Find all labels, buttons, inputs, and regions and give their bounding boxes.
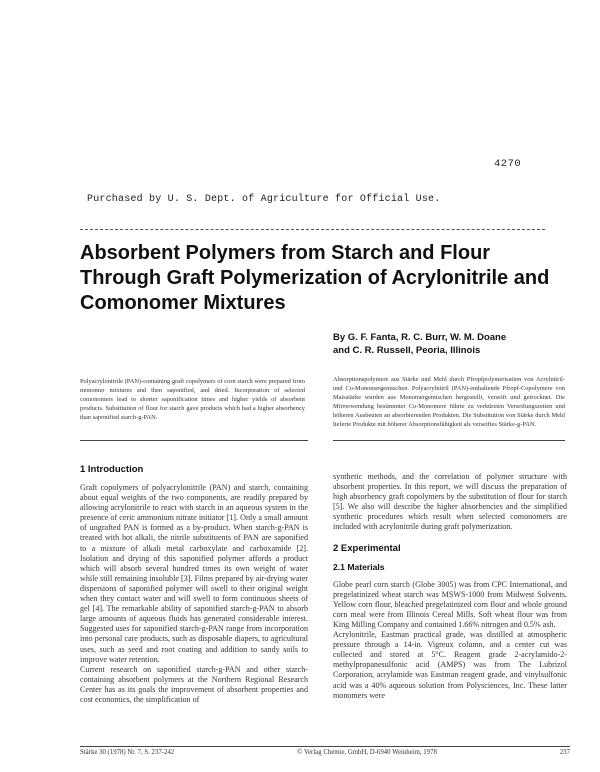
page-number: 237 bbox=[559, 749, 570, 756]
publisher-line: © Verlag Chemie, GmbH, D-6940 Weinheim, 1978 bbox=[297, 749, 437, 756]
column-rule-left bbox=[80, 440, 308, 441]
left-column bbox=[80, 464, 308, 705]
purchase-note: Purchased by U. S. Dept. of Agriculture for Official Use. bbox=[87, 194, 441, 205]
section-heading-experimental: 2 Experimental bbox=[333, 542, 401, 554]
article-title: Absorbent Polymers from Starch and Flour Through Graft Polymerization of Acrylonitrile and Comonomer Mixtures bbox=[80, 242, 550, 314]
dashed-rule bbox=[80, 229, 545, 230]
paragraph: synthetic methods, and the correlation of polymer structure with absorbent properties. In this report, we will discuss the preparation of high absorbency graft copolymers by the substitution of flour for starch [5]. We also will describe the higher absorbencies and the simplified synthetic procedures which result when selected comonomers are included with acrylonitrile during graft polymerization. bbox=[333, 472, 567, 532]
authors-line-2: and C. R. Russell, Peoria, Illinois bbox=[333, 345, 481, 356]
authors bbox=[333, 331, 568, 357]
paragraph: Current research on saponified starch-g-PAN and other starch-containing absorbent polymers at the Northern Regional Research Center has as its goals the improvement of absorbent properties and cost economics, the simplification of bbox=[80, 664, 308, 704]
authors-line-1: By G. F. Fanta, R. C. Burr, W. M. Doane bbox=[333, 332, 507, 343]
page-footer bbox=[80, 746, 570, 756]
abstract-english: Polyacrylonitrile (PAN)-containing graft copolymers of corn starch were prepared from monomer mixtures and then saponified, and dried. Incorporation of selected comonomers lead to shorter saponification times and higher yields of absorbent products. Substitution of flour for starch gave products which had a higher absorbency than saponified starch-g-PAN. bbox=[80, 378, 305, 421]
document-id: 4270 bbox=[494, 158, 522, 170]
subsection-heading-materials: 2.1 Materials bbox=[333, 561, 385, 572]
paragraph: Graft copolymers of polyacrylonitrile (PAN) and starch, containing about equal weights of the two components, are readily prepared by allowing acrylonitrile to react with starch in an aqueous system in the presence of ceric ammonium nitrate initiator [1]. Only a small amount of ungrafted PAN is formed as a by-product. When starch-g-PAN is treated with hot alkali, the nitrile substituents of PAN are saponified to a mixture of alkali metal carboxylate and carboxamide [2]. Isolation and drying of this saponified polymer affords a product which will absorb several hundred times its own weight of water while still remaining insoluble [3]. Films prepared by air-drying water dispersions of saponified polymer will swell to their original weight when they contact water and will swell to form continuous sheets of gel [4]. The remarkable ability of saponified starch-g-PAN to absorb large amounts of aqueous fluids has generated considerable interest. Suggested uses for saponified starch-g-PAN range from incorporation into personal care products, such as disposable diapers, to agricultural uses, such as seed and root coating and addition to sandy soils to improve water retention. bbox=[80, 483, 308, 664]
abstract-german: Absorptionspolymere aus Stärke und Mehl durch Pfropfpolymerisation von Acrylnitril- und Co-Monomergemischen. Polyacrylnitril (PAN)-enthaltende Pfropf-Copolymere von Maisstärke wurden aus Monomergemischen hergestellt, verseift und getrocknet. Die Mitverwendung bestimmter Co-Monomere führte zu verkürzten Verseifungszeiten und höheren Ausbeuten an absorbierenden Produkten. Die Substitution von Stärke durch Mehl lieferte Produkte mit höherer Absorptionsfähigkeit als verseiftes Stärke-g-PAN. bbox=[333, 376, 565, 428]
paragraph: Globe pearl corn starch (Globe 3005) was from CPC International, and pregelatinized wheat starch was MSWS-1000 from Midwest Solvents. Yellow corn flour, bleached pregelatinized corn flour and whole ground corn meal were from Illinois Cereal Mills. Soft wheat flour was from King Milling Company and contained 1.66% nitrogen and 0.5% ash. bbox=[333, 579, 567, 629]
right-column bbox=[333, 472, 567, 701]
column-rule-right bbox=[333, 440, 565, 441]
section-heading-introduction: 1 Introduction bbox=[80, 464, 144, 475]
paragraph: Acrylonitrile, Eastman practical grade, was distilled at atmospheric pressure through a 14-in. Vigreux column, and a center cut was collected and stored at 5°C. Reagent grade 2-acrylamido-2-methylpropanesulfonic acid (AMPS) was from The Lubrizol Corporation, acrylamide was Eastman reagent grade, and vinylsulfonic acid was a 40% aqueous solution from Polysciences, Inc. These latter monomers were bbox=[333, 630, 567, 700]
journal-citation: Stärke 30 (1978) Nr. 7, S. 237-242 bbox=[80, 749, 175, 756]
